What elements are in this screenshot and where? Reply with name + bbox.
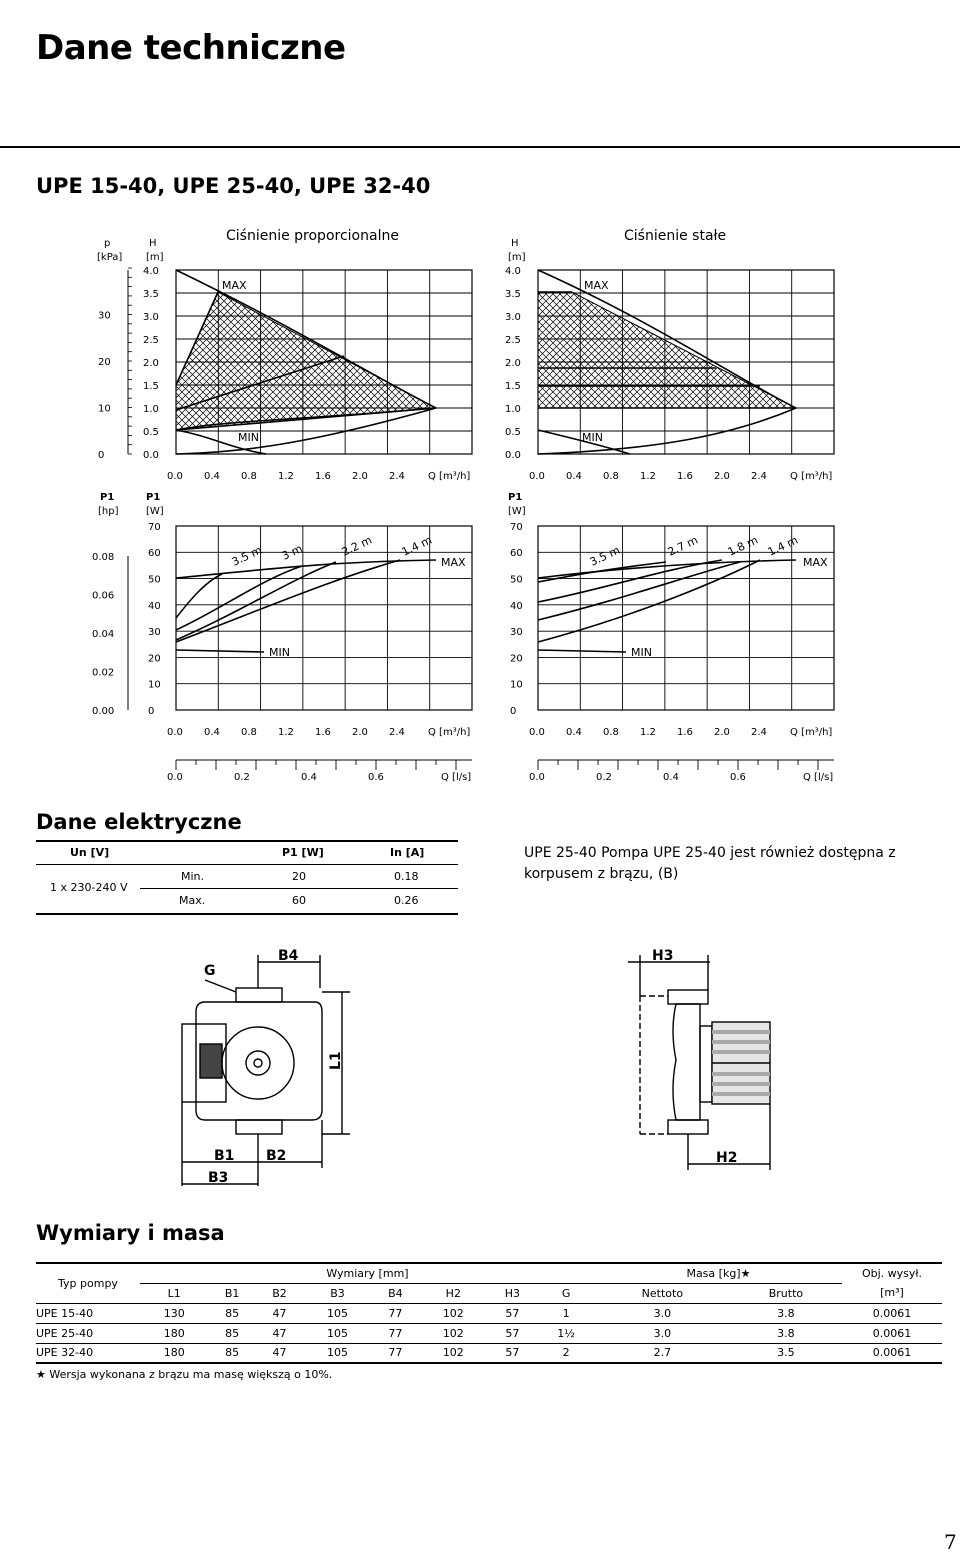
cell: 102 [442, 1326, 464, 1340]
row-min-p1: 20 [292, 870, 306, 883]
left-power-curve [176, 562, 336, 640]
min-label: MIN [269, 646, 290, 659]
header-dims: Wymiary [mm] [140, 1263, 595, 1283]
cell: 180 [163, 1326, 185, 1340]
w-tick: 10 [148, 679, 161, 691]
q-tick: 0.8 [241, 727, 257, 738]
q-tick: 0.0 [529, 727, 545, 738]
power-curve-label: 3 m [279, 541, 305, 563]
power-grid-right [538, 526, 834, 710]
cell: 105 [326, 1306, 348, 1320]
header-b1: B1 [224, 1286, 240, 1300]
ls-axis-label: Q [l/s] [803, 772, 834, 783]
row-type: UPE 32-40 [36, 1346, 94, 1360]
label-b3: B3 [208, 1170, 229, 1186]
table-row [36, 1303, 942, 1323]
hp-tick: 0.08 [92, 552, 115, 563]
ls-tick: 0.0 [167, 772, 183, 783]
cell: 2.7 [653, 1346, 672, 1360]
q-tick: 0.4 [566, 471, 582, 482]
cell: 3.0 [653, 1306, 672, 1320]
q-tick: 1.2 [640, 471, 656, 482]
electrical-table [36, 840, 458, 915]
cell: 180 [163, 1346, 185, 1360]
q-tick: 1.6 [677, 471, 693, 482]
power-grid-left [176, 526, 472, 710]
cell: 102 [442, 1306, 464, 1320]
h-axis-unit: [m] [146, 252, 164, 263]
q-axis-label: Q [m³/h] [790, 727, 833, 738]
row-max-p1: 60 [292, 894, 306, 907]
power-curve-label: 3.5 m [587, 543, 623, 569]
cell: 102 [442, 1346, 464, 1360]
label-b2: B2 [266, 1148, 287, 1164]
q-tick: 0.8 [241, 471, 257, 482]
ls-tick: 0.6 [730, 772, 746, 783]
hp-tick: 0.06 [92, 590, 115, 602]
cell: 3.0 [653, 1326, 672, 1340]
cell: 85 [225, 1346, 240, 1360]
right-power-curve [538, 560, 760, 642]
h-axis-label: H [149, 238, 157, 249]
w-tick: 60 [148, 548, 161, 560]
bottom-port [236, 1120, 282, 1134]
header-p1: P1 [W] [282, 846, 324, 859]
cell: 1½ [557, 1326, 575, 1340]
cell: 57 [505, 1346, 520, 1360]
hp-tick: 0.04 [92, 629, 115, 640]
cell: 1 [562, 1306, 570, 1320]
cell: 3.8 [777, 1306, 795, 1320]
cell: 47 [272, 1326, 287, 1340]
ls-axis-label: Q [l/s] [441, 772, 472, 783]
header-in: In [A] [390, 846, 425, 859]
min-label: MIN [631, 646, 652, 659]
left-hq-proportional-area [176, 292, 436, 430]
electrical-title: Dane elektryczne [36, 810, 242, 834]
q-tick: 2.4 [751, 471, 767, 482]
label-l1: L1 [328, 1051, 344, 1070]
q-axis-label: Q [m³/h] [428, 471, 471, 482]
q-tick: 1.2 [640, 727, 656, 738]
header-l1: L1 [167, 1286, 181, 1300]
chart-title-left: Ciśnienie proporcionalne [226, 228, 399, 244]
power-curve-label: 1.4 m [399, 533, 435, 559]
ls-tick: 0.4 [301, 772, 317, 783]
h-tick: 2.5 [505, 335, 521, 346]
h-axis-label: H [511, 238, 519, 249]
page-title: Dane techniczne [36, 28, 346, 68]
chart-title-right: Ciśnienie stałe [624, 228, 727, 244]
cell: 0.0061 [872, 1306, 912, 1320]
q-tick: 0.4 [204, 727, 220, 738]
h-tick: 1.0 [505, 404, 521, 415]
header-g: G [561, 1286, 571, 1300]
cell: 105 [326, 1326, 348, 1340]
w-tick: 40 [510, 600, 523, 612]
label-g: G [204, 963, 216, 979]
cell: 77 [388, 1326, 403, 1340]
q-tick: 1.2 [278, 471, 294, 482]
right-hq-constant-area [538, 292, 796, 408]
header-vol: Obj. wysył. [861, 1267, 923, 1280]
p1-axis-label: P1 [146, 492, 161, 503]
cell: 2 [562, 1346, 570, 1360]
cell: 47 [272, 1306, 287, 1320]
w-tick: 70 [148, 521, 161, 533]
h-tick: 3.0 [505, 312, 521, 323]
q-tick: 2.0 [352, 727, 368, 738]
cell: 47 [272, 1346, 287, 1360]
h-tick: 2.0 [143, 358, 159, 369]
hp-axis-unit: [hp] [98, 506, 119, 517]
q-axis-label: Q [m³/h] [790, 471, 833, 482]
q-tick: 0.0 [529, 471, 545, 482]
dimensions-table [36, 1262, 942, 1364]
power-curve-label: 1.4 m [765, 533, 801, 559]
cell: 3.8 [777, 1326, 795, 1340]
h-tick: 0.5 [143, 427, 159, 438]
dimension-drawing [0, 940, 960, 1190]
label-h3: H3 [652, 948, 674, 964]
header-netto: Nettoto [641, 1286, 684, 1300]
power-curve-label: 3.5 m [229, 543, 265, 569]
w-tick: 70 [510, 521, 523, 533]
h-tick: 0.0 [143, 450, 159, 461]
header-un: Un [V] [70, 846, 110, 859]
h-tick: 1.5 [505, 381, 521, 392]
row-min-in: 0.18 [394, 870, 419, 883]
hp-tick: 0.00 [92, 706, 115, 717]
voltage-value: 1 x 230-240 V [50, 881, 128, 894]
header-vol-unit: [m³] [880, 1286, 904, 1300]
cell: 0.0061 [872, 1326, 912, 1340]
power-curve-label: 2.7 m [665, 533, 701, 559]
footnote: ★ Wersja wykonana z brązu ma masę większą o 10%. [36, 1368, 333, 1381]
ls-tick: 0.2 [234, 772, 250, 783]
p1-hp-label: P1 [100, 492, 115, 503]
cell: 57 [505, 1306, 520, 1320]
label-b4: B4 [278, 948, 299, 964]
table-row [36, 1323, 942, 1343]
w-tick: 10 [510, 679, 523, 691]
label-b1: B1 [214, 1148, 235, 1164]
max-label: MAX [803, 556, 828, 569]
cell: 105 [326, 1346, 348, 1360]
header-h3: H3 [504, 1286, 521, 1300]
p-axis-unit: [kPa] [97, 252, 123, 263]
w-tick: 0 [148, 706, 155, 717]
q-tick: 2.4 [389, 727, 405, 738]
ls-tick: 0.4 [663, 772, 679, 783]
cell: 77 [388, 1346, 403, 1360]
ls-tick: 0.0 [529, 772, 545, 783]
header-b4: B4 [388, 1286, 403, 1300]
q-tick: 2.0 [714, 471, 730, 482]
min-label: MIN [582, 431, 603, 444]
header-type: Typ pompy [58, 1276, 118, 1290]
h-axis-unit: [m] [508, 252, 526, 263]
header-mass: Masa [kg]★ [595, 1263, 842, 1283]
h-tick: 0.5 [505, 427, 521, 438]
row-max-in: 0.26 [394, 894, 419, 907]
q-tick: 1.2 [278, 727, 294, 738]
max-label: MAX [441, 556, 466, 569]
right-power-min [538, 650, 626, 652]
cell: 57 [505, 1326, 520, 1340]
p-tick: 10 [98, 403, 111, 415]
q-tick: 0.8 [603, 471, 619, 482]
cell: 85 [225, 1306, 240, 1320]
q-tick: 0.0 [167, 727, 183, 738]
w-tick: 20 [148, 653, 161, 665]
dimensions-title: Wymiary i masa [36, 1221, 225, 1245]
row-max-label: Max. [179, 894, 206, 907]
w-tick: 0 [510, 706, 517, 717]
h-tick: 0.0 [505, 450, 521, 461]
bronze-note: UPE 25-40 Pompa UPE 25-40 jest również dostępna z korpusem z brązu, (B) [524, 845, 896, 882]
w-tick: 50 [510, 574, 523, 586]
cell: 3.5 [777, 1346, 795, 1360]
q-tick: 2.0 [714, 727, 730, 738]
h-tick: 2.5 [143, 335, 159, 346]
w-tick: 40 [148, 600, 161, 612]
table-row [36, 1343, 942, 1363]
p-tick: 30 [98, 310, 111, 322]
ls-tick: 0.6 [368, 772, 384, 783]
page-number: 7 [944, 1530, 957, 1554]
q-tick: 0.8 [603, 727, 619, 738]
cell: 130 [163, 1306, 185, 1320]
q-tick: 1.6 [677, 727, 693, 738]
w-axis-unit: [W] [146, 506, 164, 517]
q-tick: 1.6 [315, 727, 331, 738]
row-type: UPE 25-40 [36, 1326, 94, 1340]
subtitle: UPE 15-40, UPE 25-40, UPE 32-40 [36, 174, 431, 198]
w-axis-unit: [W] [508, 506, 526, 517]
ls-tick: 0.2 [596, 772, 612, 783]
header-b2: B2 [272, 1286, 287, 1300]
q-tick: 2.4 [389, 471, 405, 482]
max-label: MAX [584, 279, 609, 292]
p1-axis-label: P1 [508, 492, 523, 503]
power-curve-label: 1.8 m [725, 533, 761, 559]
row-min-label: Min. [181, 870, 205, 883]
left-power-min [176, 650, 264, 652]
header-h2: H2 [445, 1286, 461, 1300]
w-tick: 20 [510, 653, 523, 665]
label-h2: H2 [716, 1150, 738, 1166]
h-tick: 3.5 [143, 289, 159, 300]
h-tick: 4.0 [505, 266, 521, 277]
h-tick: 3.0 [143, 312, 159, 323]
left-power-curve [176, 574, 222, 618]
header-b3: B3 [330, 1286, 345, 1300]
q-tick: 0.4 [566, 727, 582, 738]
row-type: UPE 15-40 [36, 1306, 94, 1320]
min-label: MIN [238, 431, 259, 444]
p-tick: 20 [98, 357, 111, 368]
q-axis-label: Q [m³/h] [428, 727, 471, 738]
q-tick: 0.0 [167, 471, 183, 482]
p-tick: 0 [98, 450, 105, 461]
w-tick: 30 [148, 627, 161, 639]
h-tick: 1.0 [143, 404, 159, 415]
w-tick: 60 [510, 548, 523, 560]
max-label: MAX [222, 279, 247, 292]
q-tick: 2.4 [751, 727, 767, 738]
w-tick: 30 [510, 627, 523, 639]
left-power-curve [176, 560, 400, 642]
q-tick: 1.6 [315, 471, 331, 482]
q-tick: 2.0 [352, 471, 368, 482]
header-brutto: Brutto [768, 1286, 804, 1300]
h-tick: 3.5 [505, 289, 521, 300]
cell: 85 [225, 1326, 240, 1340]
h-tick: 1.5 [143, 381, 159, 392]
h-tick: 4.0 [143, 266, 159, 277]
h-tick: 2.0 [505, 358, 521, 369]
q-tick: 0.4 [204, 471, 220, 482]
cell: 77 [388, 1306, 403, 1320]
power-curve-label: 2.2 m [339, 533, 375, 559]
top-port [236, 988, 282, 1002]
cell: 0.0061 [872, 1346, 912, 1360]
p-axis-label: p [104, 238, 111, 249]
hp-tick: 0.02 [92, 667, 115, 679]
w-tick: 50 [148, 574, 161, 586]
